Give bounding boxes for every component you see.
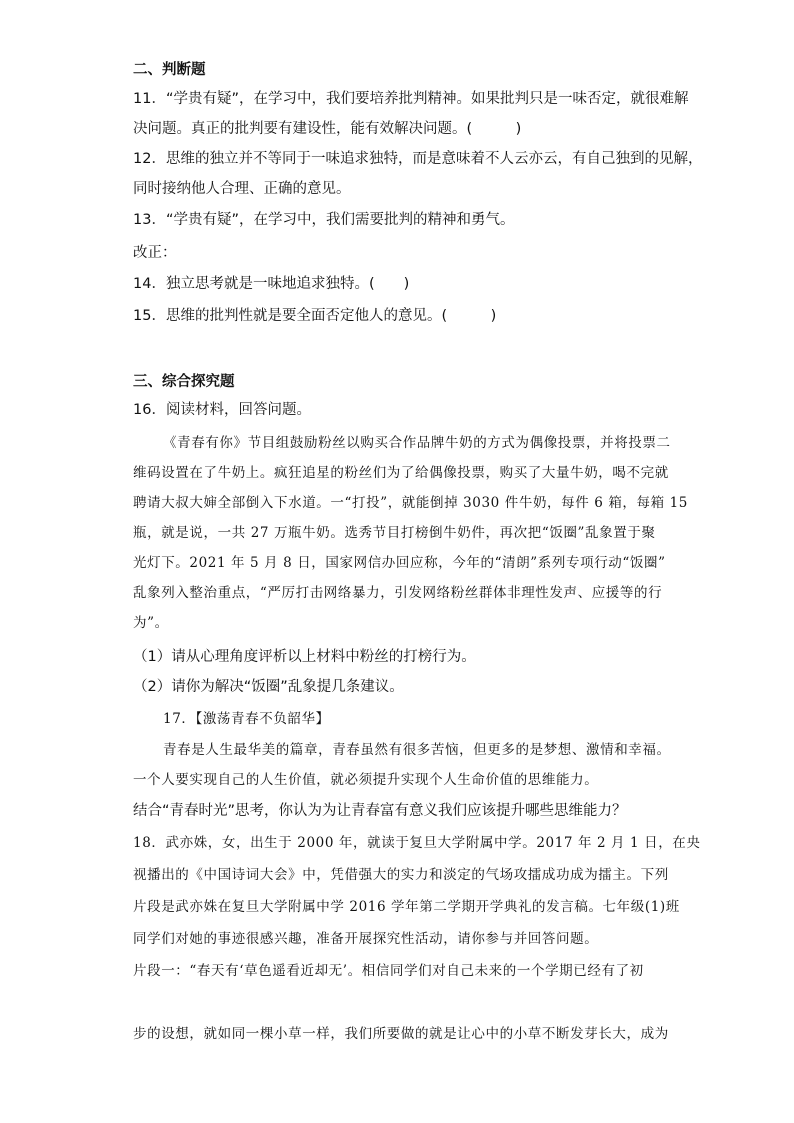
q18-material-line-3: 片段是武亦姝在复旦大学附属中学 2016 学年第二学期开学典礼的发言稿。七年级(1)班 [133, 899, 680, 915]
question-16-subquestion-1: （1）请从心理角度评析以上材料中粉丝的打榜行为。 [133, 649, 476, 665]
question-12-line-2: 同时接纳他人合理、正确的意见。 [133, 181, 351, 197]
question-17-question: 结合“青春时光”思考，你认为为让青春富有意义我们应该提升哪些思维能力？ [133, 803, 627, 819]
q16-material-line-6: 乱象列入整治重点，“严厉打击网络暴力，引发网络粉丝群体非理性发声、应援等的行 [133, 585, 663, 601]
question-12-line-1: 12．思维的独立并不等同于一味追求独特，而是意味着不人云亦云，有自己独到的见解， [133, 151, 703, 167]
q18-material-line-6: 步的设想，就如同一棵小草一样，我们所要做的就是让心中的小草不断发芽长大，成为 [133, 1026, 669, 1042]
q18-material-line-5: 片段一：“春天有‘草色遥看近却无’。相信同学们对自己未来的一个学期已经有了初 [133, 963, 644, 979]
q16-material-line-1: 《青春有你》节目组鼓励粉丝以购买合作品牌牛奶的方式为偶像投票，并将投票二 [163, 435, 671, 451]
section-heading-inquiry: 三、综合探究题 [133, 374, 235, 390]
question-16-title: 16．阅读材料，回答问题。 [133, 402, 311, 418]
q17-material-line-1: 青春是人生最华美的篇章，青春虽然有很多苦恼，但更多的是梦想、激情和幸福。 [163, 742, 671, 758]
section-heading-judgement: 二、判断题 [133, 62, 206, 78]
question-13: 13．“学贵有疑”，在学习中，我们需要批判的精神和勇气。 [133, 212, 515, 228]
q16-material-line-4: 瓶，就是说，一共 27 万瓶牛奶。选秀节目打榜倒牛奶件，再次把“饭圈”乱象置于聚 [133, 525, 656, 541]
question-16-subquestion-2: （2）请你为解决“饭圈”乱象提几条建议。 [133, 679, 404, 695]
q16-material-line-2: 维码设置在了牛奶上。疯狂追星的粉丝们为了给偶像投票，购买了大量牛奶，喝不完就 [133, 465, 669, 481]
q16-material-line-3: 聘请大叔大婶全部倒入下水道。一“打投”，就能倒掉 3030 件牛奶，每件 6 箱，每箱 15 [133, 495, 688, 511]
question-15: 15．思维的批判性就是要全面否定他人的意见。( ) [133, 308, 497, 324]
question-14: 14．独立思考就是一味地追求独特。( ) [133, 276, 410, 292]
q18-material-line-1: 18．武亦姝，女，出生于 2000 年，就读于复旦大学附属中学。2017 年 2 月 1 日，在央 [133, 835, 701, 851]
question-11-line-1: 11．“学贵有疑”，在学习中，我们要培养批判精神。如果批判只是一味否定，就很难解 [133, 91, 689, 107]
q18-material-line-2: 视播出的《中国诗词大会》中，凭借强大的实力和淡定的气场攻擂成功成为擂主。下列 [133, 867, 669, 883]
q17-material-line-2: 一个人要实现自己的人生价值，就必须提升实现个人生命价值的思维能力。 [133, 772, 599, 788]
question-11-line-2: 决问题。真正的批判要有建设性，能有效解决问题。( ) [133, 121, 522, 137]
correction-label: 改正： [133, 245, 177, 261]
question-17-title: 17．【激荡青春不负韶华】 [163, 711, 330, 727]
q16-material-line-5: 光灯下。2021 年 5 月 8 日，国家网信办回应称，今年的“清朗”系列专项行动“饭圈” [133, 555, 666, 571]
q18-material-line-4: 同学们对她的事迹很感兴趣，准备开展探究性活动，请你参与并回答问题。 [133, 931, 599, 947]
q16-material-line-7: 为”。 [133, 615, 169, 631]
